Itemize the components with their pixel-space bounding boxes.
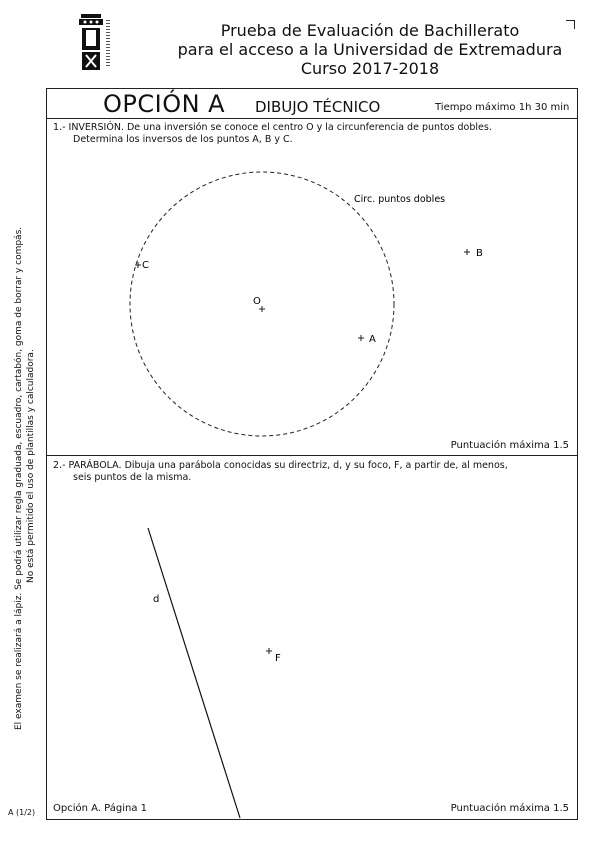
circle-label: Circ. puntos dobles (354, 194, 446, 205)
q1-text-1: De una inversión se conoce el centro O y la circunferencia de puntos dobles. (123, 122, 492, 133)
focus-label: F (275, 653, 281, 664)
focus-marker (266, 648, 272, 654)
point-b-label: B (476, 248, 483, 259)
q2-text-2: seis puntos de la misma. (73, 472, 192, 483)
header-line-1: Prueba de Evaluación de Bachillerato (220, 21, 520, 40)
q2-score: Puntuación máxima 1.5 (450, 803, 569, 814)
option-title: OPCIÓN A (103, 90, 226, 118)
directrix-line (148, 528, 240, 818)
point-b-marker (464, 249, 470, 255)
side-instructions-2: No está permitido el uso de plantillas y calculadora. (26, 349, 36, 583)
q2-title: 2.- PARÁBOLA. (53, 460, 122, 471)
point-a-label: A (369, 334, 376, 345)
point-c-label: C (142, 260, 149, 271)
time-limit: Tiempo máximo 1h 30 min (435, 102, 570, 113)
directrix-label: d (153, 594, 160, 605)
header-line-2: para el acceso a la Universidad de Extremadura (177, 40, 563, 59)
subject-title: DIBUJO TÉCNICO (255, 98, 381, 116)
footer-page: Opción A. Página 1 (53, 803, 147, 814)
header-line-3: Curso 2017-2018 (300, 59, 440, 78)
point-c-marker (135, 262, 141, 268)
q1-title: 1.- INVERSIÓN. (53, 122, 124, 133)
point-a-marker (358, 335, 364, 341)
q1-text-2: Determina los inversos de los puntos A, B y C. (73, 134, 293, 145)
q2-text-1: Dibuja una parábola conocidas su directriz, d, y su foco, F, a partir de, al menos, (121, 460, 508, 471)
point-o-label: O (253, 296, 261, 307)
q1-score: Puntuación máxima 1.5 (450, 440, 569, 451)
sheet-number: A (1/2) (8, 808, 36, 817)
double-points-circle (130, 172, 394, 436)
side-instructions-1: El examen se realizará a lápiz. Se podrá utilizar regla graduada, escuadro, cartabón, goma de borrar y compás. (14, 226, 24, 730)
